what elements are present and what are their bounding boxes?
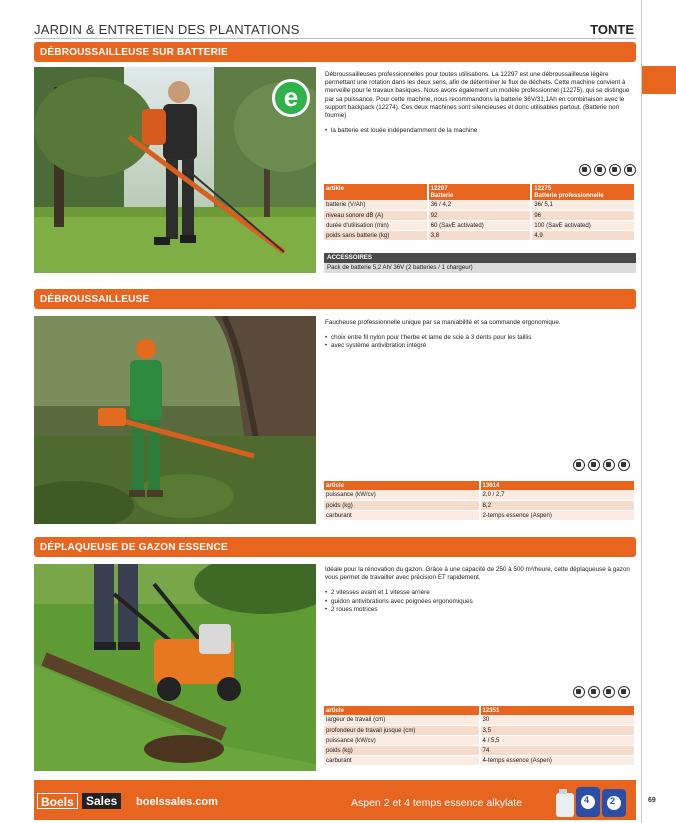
header-category-tag: TONTE bbox=[590, 22, 634, 37]
table-row bbox=[324, 210, 635, 220]
table-row bbox=[324, 200, 635, 210]
footer-url-link[interactable]: boelssales.com bbox=[136, 796, 218, 808]
table-row bbox=[324, 230, 635, 240]
table-cell: 4-temps essence (Aspen) bbox=[480, 755, 636, 765]
grass-icon bbox=[579, 164, 591, 176]
photo-brushcutter bbox=[34, 316, 316, 524]
table-cell: puissance (kW/cv) bbox=[324, 490, 480, 500]
table-cell: 3,8 bbox=[428, 230, 532, 240]
table-cell: poids (kg) bbox=[324, 500, 480, 510]
grass-icon bbox=[573, 459, 585, 471]
usage-icons bbox=[579, 164, 636, 176]
footer-slogan: Aspen 2 et 4 temps essence alkylate bbox=[351, 797, 523, 809]
table-row bbox=[324, 500, 635, 510]
helmet-icon bbox=[624, 164, 636, 176]
table-cell: 2,0 / 2,7 bbox=[480, 490, 636, 500]
usage-icons bbox=[573, 686, 630, 698]
table-header: artikle bbox=[324, 184, 428, 200]
logo-sales: Sales bbox=[82, 793, 121, 809]
table-cell: carburant bbox=[324, 755, 480, 765]
section-title-sod-cutter: DÉPLAQUEUSE DE GAZON ESSENCE bbox=[34, 537, 636, 557]
table-cell: poids (kg) bbox=[324, 745, 480, 755]
table-row bbox=[324, 220, 635, 230]
feature-item: • 2 roues motrices bbox=[325, 606, 633, 614]
table-cell: profondeur de travail jusque (cm) bbox=[324, 725, 480, 735]
table-header: 12351 bbox=[480, 706, 636, 715]
table-row bbox=[324, 715, 635, 725]
table-cell: 100 (SavE activated) bbox=[531, 220, 635, 230]
feature-item: • avec système antivibration intégré bbox=[325, 342, 633, 350]
spec-table-battery-brushcutter bbox=[324, 184, 636, 241]
table-cell: 4,9 bbox=[531, 230, 635, 240]
description-text: Débroussailleuses professionnelles pour toutes utilisations. La 12297 est une débroussailleuse légère permettant une rotation dans les deux sens, afin de déterminer le flux de déchets. Cette machine convient à merveille pour le travaux basiques. Nous avons également un modèle professionnel (12275), qui se distingue par sa puissance. Pour cette machine, nous recommandons la batterie 36V/31,1Ah en combinaison avec le support backpack (12274). Ces deux machines sont silencieuses et donc utilisables partout. (Batterie non fournie) bbox=[325, 71, 630, 120]
table-header: 13614 bbox=[480, 481, 636, 490]
table-row bbox=[324, 490, 635, 500]
table-cell: 60 (SavE activated) bbox=[428, 220, 532, 230]
table-header-row bbox=[324, 184, 635, 200]
feature-item: • la batterie est louée indépendamment de la machine bbox=[325, 127, 633, 135]
engine-icon bbox=[588, 459, 600, 471]
footer-banner bbox=[34, 780, 636, 820]
feature-list bbox=[325, 589, 633, 614]
description-battery-brushcutter bbox=[325, 71, 633, 135]
table-row bbox=[324, 755, 635, 765]
table-cell: niveau sonore dB (A) bbox=[324, 210, 428, 220]
table-header-code: 12297 bbox=[430, 185, 448, 192]
table-cell: largeur de travail (cm) bbox=[324, 715, 480, 725]
feature-list bbox=[325, 334, 633, 350]
feature-item: • guidon antivibrations avec poignées ergonomiques bbox=[325, 598, 633, 606]
can-label: 2 bbox=[610, 796, 616, 806]
table-row bbox=[324, 725, 635, 735]
table-cell: 3,5 bbox=[480, 725, 636, 735]
photo-battery-brushcutter bbox=[34, 67, 316, 273]
table-header: article bbox=[324, 481, 480, 490]
table-cell: puissance (kW/cv) bbox=[324, 735, 480, 745]
engine-icon bbox=[594, 164, 606, 176]
feature-item: • choix entre fil nylon pour l'herbe et lame de scie à 3 dents pour les taillis bbox=[325, 334, 633, 342]
table-header-sub: Batterie bbox=[430, 192, 454, 199]
table-cell: 96 bbox=[531, 210, 635, 220]
table-header: article bbox=[324, 706, 480, 715]
feature-list bbox=[325, 127, 633, 135]
table-row bbox=[324, 510, 635, 520]
side-index-tab bbox=[642, 66, 676, 94]
table-cell: 92 bbox=[428, 210, 532, 220]
section-title-battery-brushcutter: DÉBROUSSAILLEUSE SUR BATTERIE bbox=[34, 42, 636, 62]
grass-icon bbox=[573, 686, 585, 698]
accessories-item: Pack de batterie 5,2 Ah/ 36V (2 batteries / 1 chargeur) bbox=[324, 263, 636, 273]
table-cell: 2-temps essence (Aspen) bbox=[480, 510, 636, 520]
table-cell: poids sans batterie (kg) bbox=[324, 230, 428, 240]
description-text: Faucheuse professionnelle unique par sa maniabilité et sa commande ergonomique. bbox=[325, 319, 561, 326]
accessories-heading: ACCESSOIRES bbox=[324, 253, 636, 263]
table-cell: carburant bbox=[324, 510, 480, 520]
table-header-row bbox=[324, 706, 635, 715]
table-cell: 4 / 5,5 bbox=[480, 735, 636, 745]
helmet-icon bbox=[618, 686, 630, 698]
table-cell: durée d'utilisation (min) bbox=[324, 220, 428, 230]
photo-sod-cutter bbox=[34, 564, 316, 771]
usage-icons bbox=[573, 459, 630, 471]
table-cell: batterie (V/Ah) bbox=[324, 200, 428, 210]
spec-table-brushcutter bbox=[324, 481, 636, 521]
table-row bbox=[324, 735, 635, 745]
table-cell: 74 bbox=[480, 745, 636, 755]
table-header-code: 12275 bbox=[534, 185, 552, 192]
page-margin-line bbox=[641, 0, 642, 823]
fuel-cans-image bbox=[554, 783, 634, 823]
e-badge-icon: e bbox=[272, 79, 310, 117]
ear-protection-icon bbox=[603, 459, 615, 471]
page-number: 69 bbox=[648, 797, 656, 804]
table-header-row bbox=[324, 481, 635, 490]
description-text: Idéale pour la rénovation du gazon. Grâce à une capacité de 250 à 500 m²/heure, cette déplaqueuse à gazon vous permet de travailler avec précision ET rapidement. bbox=[325, 566, 630, 582]
ear-protection-icon bbox=[609, 164, 621, 176]
helmet-icon bbox=[618, 459, 630, 471]
ear-protection-icon bbox=[603, 686, 615, 698]
feature-item: • 2 vitesses avant et 1 vitesse arrière bbox=[325, 589, 633, 597]
can-label: 4 bbox=[584, 795, 590, 805]
description-sod-cutter bbox=[325, 566, 633, 614]
table-cell: 30 bbox=[480, 715, 636, 725]
description-brushcutter bbox=[325, 319, 633, 351]
table-cell: 8,2 bbox=[480, 500, 636, 510]
table-cell: 36/ 5,1 bbox=[531, 200, 635, 210]
table-header bbox=[428, 184, 532, 200]
logo-boels: Boels bbox=[37, 793, 78, 809]
spec-table-sod-cutter bbox=[324, 706, 636, 766]
header-divider bbox=[34, 38, 636, 39]
table-row bbox=[324, 745, 635, 755]
header-title: JARDIN & ENTRETIEN DES PLANTATIONS bbox=[34, 22, 300, 37]
table-header bbox=[531, 184, 635, 200]
table-header-sub: Batterie professionnelle bbox=[534, 192, 604, 199]
engine-icon bbox=[588, 686, 600, 698]
table-cell: 36 / 4,2 bbox=[428, 200, 532, 210]
section-title-brushcutter: DÉBROUSSAILLEUSE bbox=[34, 289, 636, 309]
